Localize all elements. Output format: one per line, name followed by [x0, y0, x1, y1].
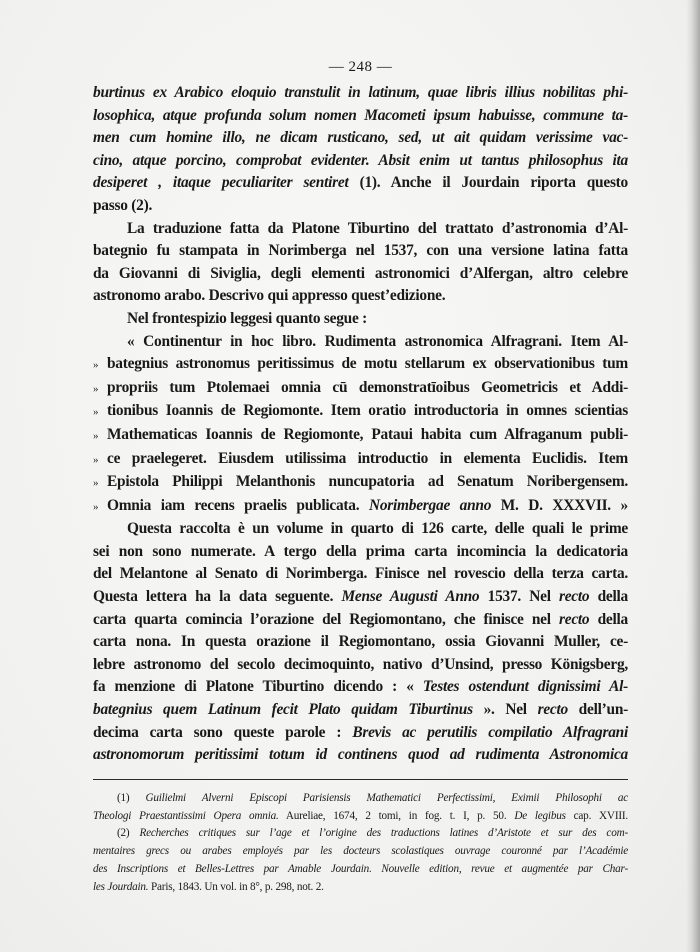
- text-line: [93, 541, 628, 564]
- italic-text-segment: men cum homine illo, ne dicam rusticano, sed, ut ait quidam verissime vac-: [93, 129, 628, 147]
- text-segment: passo (2).: [93, 196, 153, 214]
- italic-text-segment: astronomorum peritissimi totum id continens quod ad rudimenta Astronomica: [93, 746, 628, 764]
- footnote-line: [93, 879, 628, 897]
- text-segment: (1): [117, 791, 146, 804]
- text-segment: Mathematicas Ioannis de Regiomonte, Pataui habita cum Alfraganum publi-: [107, 425, 628, 443]
- text-line: [93, 448, 628, 472]
- text-segment: cap. XVIII.: [565, 809, 628, 822]
- text-line: [93, 172, 628, 195]
- text-segment: Nel frontespizio leggesi quanto segue :: [127, 309, 368, 327]
- text-line: [93, 195, 628, 218]
- text-line: [93, 495, 628, 519]
- text-segment: (1). Anche il Jourdain riporta questo: [348, 174, 629, 192]
- italic-text-segment: les Jourdain.: [93, 880, 149, 893]
- italic-text-segment: Theologi Praestantissimi Opera omnia.: [93, 809, 279, 822]
- italic-text-segment: Norimbergae anno: [368, 496, 492, 514]
- footnote-separator-rule: [93, 779, 628, 780]
- text-segment: lebre astronomo del secolo decimoquinto, nativo d’Unsind, presso Königsberg,: [93, 655, 628, 673]
- text-line: [93, 676, 628, 699]
- text-segment: della: [589, 610, 628, 628]
- text-line: [93, 609, 628, 632]
- text-segment: Questa lettera ha la data seguente.: [93, 588, 342, 606]
- quotation-continuation-mark: »: [93, 429, 99, 442]
- text-segment: Epistola Philippi Melanthonis nuncupatoria ad Senatum Noribergensem.: [107, 473, 628, 491]
- text-line: [93, 331, 628, 354]
- italic-text-segment: Mense Augusti Anno: [341, 588, 480, 606]
- italic-text-segment: recto: [559, 610, 590, 628]
- italic-text-segment: De legibus: [514, 809, 566, 822]
- text-segment: carta quarta comincia l’orazione del Regiomontano, che finisce nel: [93, 610, 559, 628]
- italic-text-segment: recto: [537, 701, 568, 719]
- footnote-line: [93, 843, 628, 861]
- text-segment: propriis tum Ptolemaei omnia cū demonstratīoibus Geometricis et Addi-: [107, 378, 628, 396]
- page-edge-shadow: [686, 0, 700, 952]
- italic-text-segment: desiperet , itaque peculiariter sentiret: [93, 174, 349, 192]
- text-segment: tionibus Ioannis de Regiomonte. Item oratio introductoria in omnes scientias: [107, 402, 628, 420]
- text-line: [93, 699, 628, 722]
- text-line: [93, 424, 628, 448]
- footnote-line: [93, 861, 628, 879]
- text-line: [93, 240, 628, 263]
- text-line: [93, 518, 628, 541]
- text-line: [93, 586, 628, 609]
- footnote-line: [93, 808, 628, 826]
- italic-text-segment: Testes ostendunt dignissimi Al-: [422, 678, 628, 696]
- text-line: [93, 82, 628, 105]
- text-segment: del Melantone al Senato di Norimberga. Finisce nel rovescio della terza carta.: [93, 565, 628, 583]
- text-segment: Omnia iam recens praelis publicata.: [107, 496, 369, 514]
- text-line: [93, 563, 628, 586]
- text-line: [93, 150, 628, 173]
- text-segment: Paris, 1843. Un vol. in 8°, p. 298, not. 2.: [148, 880, 324, 893]
- text-line: [93, 308, 628, 331]
- italic-text-segment: des Inscriptions et Belles-Lettres par Amable Jourdain. Nouvelle edition, revue et augmentée par Char-: [93, 863, 628, 875]
- footnotes-section: [93, 790, 628, 897]
- text-line: [93, 631, 628, 654]
- text-line: [93, 218, 628, 241]
- text-segment: ». Nel: [472, 701, 538, 719]
- text-line: [93, 744, 628, 767]
- text-line: [93, 471, 628, 495]
- footnote-line: [93, 825, 628, 843]
- text-segment: 1537. Nel: [479, 588, 559, 606]
- text-line: [93, 400, 628, 424]
- text-segment: La traduzione fatta da Platone Tiburtino del trattato d’astronomia d’Al-: [127, 219, 628, 237]
- text-segment: sei non sono numerate. A tergo della prima carta incomincia la dedicatoria: [93, 542, 628, 560]
- text-segment: ce praelegeret. Eiusdem utilissima introductio in elementa Euclidis. Item: [107, 449, 628, 467]
- italic-text-segment: Guilielmi Alverni Episcopi Parisiensis Mathematici Perfectissimi, Eximii Philosophi ac: [145, 791, 628, 804]
- quotation-continuation-mark: »: [93, 382, 99, 395]
- text-segment: bategnius astronomus peritissimus de motu stellarum ex observationibus tum: [107, 355, 628, 373]
- quotation-continuation-mark: »: [93, 359, 99, 372]
- text-line: [93, 654, 628, 677]
- quotation-continuation-mark: »: [93, 406, 99, 419]
- text-segment: decima carta sono queste parole :: [93, 723, 353, 741]
- text-segment: carta nona. In questa orazione il Regiomontano, ossia Giovanni Muller, ce-: [93, 633, 628, 651]
- text-segment: (2): [117, 827, 140, 840]
- text-segment: Aureliae, 1674, 2 tomi, in fog. t. I, p. 50.: [278, 809, 515, 822]
- text-segment: fa menzione di Platone Tiburtino dicendo : «: [93, 678, 423, 696]
- text-line: [93, 722, 628, 745]
- quotation-continuation-mark: »: [93, 477, 99, 490]
- italic-text-segment: burtinus ex Arabico eloquio transtulit in latinum, quae libris illius nobilitas phi-: [93, 84, 628, 101]
- footnote-line: [93, 790, 628, 808]
- text-line: [93, 285, 628, 308]
- italic-text-segment: Brevis ac perutilis compilatio Alfragrani: [352, 723, 628, 741]
- text-segment: M. D. XXXVII. »: [491, 496, 628, 514]
- italic-text-segment: bategnius quem Latinum fecit Plato quidam Tiburtinus: [93, 701, 473, 719]
- italic-text-segment: cino, atque porcino, comprobat evidenter. Absit enim ut tantus philosophus ita: [93, 151, 628, 169]
- text-segment: Questa raccolta è un volume in quarto di 126 carte, delle quali le prime: [127, 520, 628, 538]
- quotation-continuation-mark: »: [93, 500, 99, 513]
- text-segment: da Giovanni di Siviglia, degli elementi astronomici d’Alfergan, altro celebre: [93, 264, 628, 282]
- text-line: [93, 353, 628, 377]
- text-line: [93, 127, 628, 150]
- text-segment: dell’un-: [567, 701, 628, 719]
- main-text-body: [93, 82, 628, 767]
- text-line: [93, 105, 628, 128]
- text-segment: bategnio fu stampata in Norimberga nel 1537, con una versione latina fatta: [93, 242, 628, 260]
- page-number: — 248 —: [328, 59, 393, 75]
- text-segment: « Continentur in hoc libro. Rudimenta astronomica Alfragrani. Item Al-: [127, 332, 628, 350]
- italic-text-segment: losophica, atque profunda solum nomen Macometi ipsum habuisse, commune ta-: [93, 106, 628, 124]
- text-line: [93, 377, 628, 401]
- text-segment: astronomo arabo. Descrivo qui appresso quest’edizione.: [93, 287, 446, 305]
- text-segment: della: [589, 588, 628, 606]
- italic-text-segment: Recherches critiques sur l’age et l’origine des traductions latines d’Aristote et sur des com-: [139, 827, 628, 840]
- italic-text-segment: mentaires grecs ou arabes employés par les docteurs scolastiques ouvrage couronné par l’Académie: [93, 845, 628, 858]
- text-line: [93, 263, 628, 286]
- quotation-continuation-mark: »: [93, 453, 99, 466]
- italic-text-segment: recto: [558, 588, 590, 606]
